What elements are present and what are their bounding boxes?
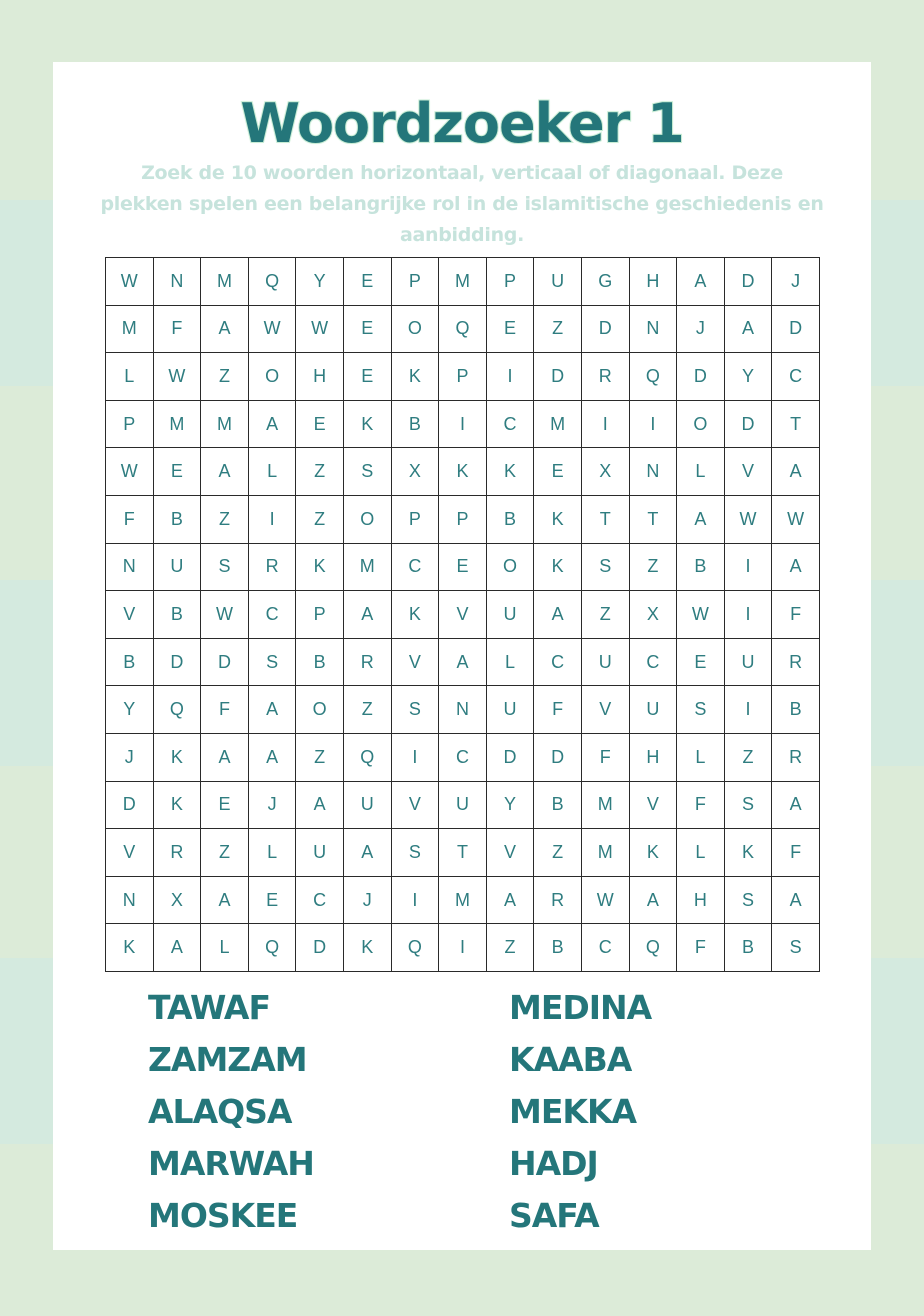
grid-cell[interactable]: O <box>487 544 535 592</box>
grid-cell[interactable]: H <box>630 258 678 306</box>
grid-cell[interactable]: E <box>487 306 535 354</box>
grid-cell[interactable]: A <box>154 924 202 972</box>
grid-cell[interactable]: A <box>201 877 249 925</box>
grid-cell[interactable]: F <box>772 591 820 639</box>
grid-cell[interactable]: A <box>201 448 249 496</box>
grid-cell[interactable]: D <box>106 782 154 830</box>
grid-cell[interactable]: A <box>201 734 249 782</box>
grid-cell[interactable]: B <box>487 496 535 544</box>
grid-cell[interactable]: D <box>582 306 630 354</box>
grid-cell[interactable]: F <box>772 829 820 877</box>
grid-cell[interactable]: L <box>201 924 249 972</box>
grid-cell[interactable]: D <box>296 924 344 972</box>
grid-cell[interactable]: W <box>296 306 344 354</box>
grid-cell[interactable]: K <box>392 591 440 639</box>
grid-cell[interactable]: B <box>677 544 725 592</box>
grid-cell[interactable]: V <box>439 591 487 639</box>
grid-cell[interactable]: B <box>772 686 820 734</box>
grid-cell[interactable]: C <box>439 734 487 782</box>
grid-cell[interactable]: Q <box>392 924 440 972</box>
grid-cell[interactable]: P <box>487 258 535 306</box>
grid-cell[interactable]: G <box>582 258 630 306</box>
grid-cell[interactable]: K <box>487 448 535 496</box>
grid-cell[interactable]: X <box>154 877 202 925</box>
grid-cell[interactable]: F <box>154 306 202 354</box>
grid-cell[interactable]: F <box>201 686 249 734</box>
grid-cell[interactable]: R <box>772 734 820 782</box>
grid-cell[interactable]: D <box>772 306 820 354</box>
grid-cell[interactable]: M <box>201 401 249 449</box>
grid-cell[interactable]: Q <box>249 258 297 306</box>
grid-cell[interactable]: K <box>344 401 392 449</box>
grid-cell[interactable]: Z <box>725 734 773 782</box>
grid-cell[interactable]: T <box>439 829 487 877</box>
grid-cell[interactable]: Z <box>534 306 582 354</box>
grid-cell[interactable]: Z <box>201 353 249 401</box>
grid-cell[interactable]: C <box>296 877 344 925</box>
grid-cell[interactable]: X <box>392 448 440 496</box>
grid-cell[interactable]: Y <box>106 686 154 734</box>
grid-cell[interactable]: B <box>106 639 154 687</box>
grid-cell[interactable]: H <box>677 877 725 925</box>
word-list-item: ALAQSA <box>148 1092 292 1131</box>
grid-cell[interactable]: N <box>106 544 154 592</box>
instructions-text: Zoek de 10 woorden horizontaal, verticaal of diagonaal. Deze plekken spelen een belangrijke rol in de islamitische geschiedenis en aanbidding. <box>100 162 824 246</box>
grid-cell[interactable]: D <box>725 258 773 306</box>
grid-cell[interactable]: L <box>677 829 725 877</box>
grid-cell[interactable]: B <box>392 401 440 449</box>
grid-cell[interactable]: E <box>201 782 249 830</box>
grid-cell[interactable]: U <box>725 639 773 687</box>
grid-cell[interactable]: F <box>677 782 725 830</box>
grid-cell[interactable]: I <box>249 496 297 544</box>
grid-cell[interactable]: S <box>392 686 440 734</box>
word-search-grid <box>105 257 820 972</box>
grid-cell[interactable]: K <box>344 924 392 972</box>
grid-cell[interactable]: C <box>392 544 440 592</box>
grid-cell[interactable]: R <box>534 877 582 925</box>
grid-cell[interactable]: J <box>772 258 820 306</box>
grid-cell[interactable]: Z <box>296 448 344 496</box>
grid-cell[interactable]: M <box>534 401 582 449</box>
grid-cell[interactable]: U <box>630 686 678 734</box>
grid-cell[interactable]: B <box>725 924 773 972</box>
grid-cell[interactable]: B <box>296 639 344 687</box>
grid-cell[interactable]: K <box>296 544 344 592</box>
grid-cell[interactable]: S <box>392 829 440 877</box>
grid-cell[interactable]: J <box>249 782 297 830</box>
grid-cell[interactable]: Y <box>296 258 344 306</box>
grid-cell[interactable]: C <box>487 401 535 449</box>
page-title: Woordzoeker 1 <box>240 92 684 155</box>
grid-cell[interactable]: Z <box>296 734 344 782</box>
grid-cell[interactable]: I <box>725 591 773 639</box>
grid-cell[interactable]: W <box>249 306 297 354</box>
grid-cell[interactable]: Z <box>630 544 678 592</box>
word-list-left <box>148 982 314 1242</box>
grid-cell[interactable]: U <box>487 591 535 639</box>
grid-cell[interactable]: A <box>249 734 297 782</box>
grid-cell[interactable]: O <box>677 401 725 449</box>
grid-cell[interactable]: Q <box>344 734 392 782</box>
grid-cell[interactable]: W <box>154 353 202 401</box>
grid-cell[interactable]: O <box>392 306 440 354</box>
grid-cell[interactable]: A <box>487 877 535 925</box>
grid-cell[interactable]: S <box>344 448 392 496</box>
grid-cell[interactable]: E <box>154 448 202 496</box>
grid-cell[interactable]: K <box>439 448 487 496</box>
grid-cell[interactable]: Y <box>725 353 773 401</box>
grid-cell[interactable]: I <box>630 401 678 449</box>
grid-cell[interactable]: U <box>534 258 582 306</box>
grid-cell[interactable]: V <box>582 686 630 734</box>
grid-cell[interactable]: B <box>534 924 582 972</box>
grid-cell[interactable]: M <box>582 782 630 830</box>
grid-cell[interactable]: K <box>630 829 678 877</box>
grid-cell[interactable]: O <box>344 496 392 544</box>
grid-cell[interactable]: W <box>106 258 154 306</box>
grid-cell[interactable]: A <box>772 448 820 496</box>
grid-cell[interactable]: N <box>106 877 154 925</box>
grid-cell[interactable]: A <box>249 401 297 449</box>
grid-cell[interactable]: M <box>439 877 487 925</box>
word-list-item: MEDINA <box>509 988 652 1027</box>
grid-cell[interactable]: K <box>106 924 154 972</box>
grid-cell[interactable]: J <box>106 734 154 782</box>
grid-cell[interactable]: M <box>582 829 630 877</box>
grid-cell[interactable]: L <box>106 353 154 401</box>
grid-cell[interactable]: J <box>344 877 392 925</box>
grid-cell[interactable]: Q <box>154 686 202 734</box>
grid-cell[interactable]: B <box>534 782 582 830</box>
word-list-item: HADJ <box>509 1144 598 1183</box>
grid-cell[interactable]: S <box>582 544 630 592</box>
grid-cell[interactable]: L <box>249 829 297 877</box>
grid-cell[interactable]: A <box>534 591 582 639</box>
grid-cell[interactable]: D <box>534 353 582 401</box>
grid-cell[interactable]: D <box>154 639 202 687</box>
grid-cell[interactable]: I <box>439 401 487 449</box>
grid-cell[interactable]: D <box>677 353 725 401</box>
word-list-item: MOSKEE <box>148 1196 298 1235</box>
grid-cell[interactable]: K <box>154 782 202 830</box>
grid-cell[interactable]: Q <box>630 353 678 401</box>
grid-cell[interactable]: P <box>439 496 487 544</box>
grid-cell[interactable]: M <box>106 306 154 354</box>
grid-cell[interactable]: R <box>772 639 820 687</box>
grid-cell[interactable]: Z <box>582 591 630 639</box>
grid-cell[interactable]: B <box>154 591 202 639</box>
grid-cell[interactable]: F <box>534 686 582 734</box>
grid-cell[interactable]: A <box>249 686 297 734</box>
grid-cell[interactable]: N <box>630 448 678 496</box>
grid-cell[interactable]: W <box>772 496 820 544</box>
grid-cell[interactable]: A <box>344 829 392 877</box>
grid-cell[interactable]: W <box>582 877 630 925</box>
grid-cell[interactable]: A <box>772 782 820 830</box>
grid-cell[interactable]: Z <box>296 496 344 544</box>
grid-cell[interactable]: V <box>630 782 678 830</box>
grid-cell[interactable]: D <box>534 734 582 782</box>
grid-cell[interactable]: D <box>725 401 773 449</box>
grid-cell[interactable]: K <box>725 829 773 877</box>
grid-cell[interactable]: Q <box>249 924 297 972</box>
grid-cell[interactable]: T <box>772 401 820 449</box>
grid-cell[interactable]: V <box>392 782 440 830</box>
grid-cell[interactable]: A <box>630 877 678 925</box>
grid-cell[interactable]: R <box>582 353 630 401</box>
grid-cell[interactable]: I <box>439 924 487 972</box>
grid-cell[interactable]: S <box>725 782 773 830</box>
grid-cell[interactable]: E <box>534 448 582 496</box>
grid-cell[interactable]: I <box>582 401 630 449</box>
grid-cell[interactable]: M <box>201 258 249 306</box>
word-list-item: MARWAH <box>148 1144 314 1183</box>
grid-cell[interactable]: M <box>439 258 487 306</box>
grid-cell[interactable]: X <box>630 591 678 639</box>
grid-cell[interactable]: F <box>582 734 630 782</box>
grid-cell[interactable]: A <box>725 306 773 354</box>
grid-cell[interactable]: W <box>106 448 154 496</box>
grid-cell[interactable]: P <box>106 401 154 449</box>
grid-cell[interactable]: C <box>582 924 630 972</box>
grid-cell[interactable]: K <box>534 496 582 544</box>
grid-cell[interactable]: R <box>154 829 202 877</box>
grid-cell[interactable]: N <box>439 686 487 734</box>
grid-cell[interactable]: U <box>154 544 202 592</box>
grid-cell[interactable]: O <box>249 353 297 401</box>
grid-cell[interactable]: P <box>439 353 487 401</box>
grid-cell[interactable]: F <box>106 496 154 544</box>
grid-cell[interactable]: Q <box>439 306 487 354</box>
grid-cell[interactable]: E <box>677 639 725 687</box>
grid-cell[interactable]: O <box>296 686 344 734</box>
grid-cell[interactable]: Z <box>534 829 582 877</box>
grid-cell[interactable]: Z <box>487 924 535 972</box>
word-list-item: TAWAF <box>148 988 271 1027</box>
grid-cell[interactable]: C <box>249 591 297 639</box>
grid-cell[interactable]: D <box>201 639 249 687</box>
grid-cell[interactable]: T <box>582 496 630 544</box>
grid-cell[interactable]: F <box>677 924 725 972</box>
grid-cell[interactable]: L <box>677 448 725 496</box>
grid-cell[interactable]: J <box>677 306 725 354</box>
grid-cell[interactable]: W <box>201 591 249 639</box>
grid-cell[interactable]: V <box>392 639 440 687</box>
grid-cell[interactable]: V <box>487 829 535 877</box>
grid-cell[interactable]: T <box>630 496 678 544</box>
grid-cell[interactable]: E <box>344 306 392 354</box>
grid-cell[interactable]: L <box>487 639 535 687</box>
grid-cell[interactable]: S <box>249 639 297 687</box>
grid-cell[interactable]: B <box>154 496 202 544</box>
grid-cell[interactable]: X <box>582 448 630 496</box>
grid-cell[interactable]: M <box>154 401 202 449</box>
grid-cell[interactable]: E <box>344 258 392 306</box>
grid-cell[interactable]: P <box>296 591 344 639</box>
grid-cell[interactable]: S <box>725 877 773 925</box>
grid-cell[interactable]: V <box>106 591 154 639</box>
grid-cell[interactable]: A <box>439 639 487 687</box>
grid-cell[interactable]: E <box>344 353 392 401</box>
grid-cell[interactable]: V <box>106 829 154 877</box>
grid-cell[interactable]: A <box>344 591 392 639</box>
grid-cell[interactable]: L <box>249 448 297 496</box>
grid-cell[interactable]: U <box>582 639 630 687</box>
grid-cell[interactable]: A <box>677 258 725 306</box>
grid-cell[interactable]: E <box>249 877 297 925</box>
grid-cell[interactable]: U <box>344 782 392 830</box>
word-list-item: KAABA <box>509 1040 632 1079</box>
grid-cell[interactable]: V <box>725 448 773 496</box>
grid-cell[interactable]: H <box>296 353 344 401</box>
grid-cell[interactable]: L <box>677 734 725 782</box>
grid-cell[interactable]: R <box>344 639 392 687</box>
grid-cell[interactable]: I <box>392 877 440 925</box>
grid-cell[interactable]: A <box>296 782 344 830</box>
grid-cell[interactable]: I <box>725 686 773 734</box>
grid-cell[interactable]: I <box>725 544 773 592</box>
grid-cell[interactable]: D <box>487 734 535 782</box>
grid-cell[interactable]: Z <box>201 829 249 877</box>
grid-cell[interactable]: E <box>296 401 344 449</box>
grid-cell[interactable]: S <box>201 544 249 592</box>
word-list-item: MEKKA <box>509 1092 637 1131</box>
grid-cell[interactable]: I <box>487 353 535 401</box>
word-list-item: ZAMZAM <box>148 1040 307 1079</box>
grid-cell[interactable]: U <box>487 686 535 734</box>
grid-cell[interactable]: K <box>392 353 440 401</box>
grid-cell[interactable]: Q <box>630 924 678 972</box>
grid-cell[interactable]: N <box>630 306 678 354</box>
word-list-right <box>509 982 651 1242</box>
grid-cell[interactable]: W <box>725 496 773 544</box>
grid-cell[interactable]: C <box>772 353 820 401</box>
grid-cell[interactable]: I <box>392 734 440 782</box>
grid-cell[interactable]: C <box>630 639 678 687</box>
grid-cell[interactable]: U <box>296 829 344 877</box>
grid-cell[interactable]: A <box>772 877 820 925</box>
grid-cell[interactable]: W <box>677 591 725 639</box>
grid-cell[interactable]: A <box>772 544 820 592</box>
grid-cell[interactable]: Y <box>487 782 535 830</box>
grid-cell[interactable]: C <box>534 639 582 687</box>
grid-cell[interactable]: U <box>439 782 487 830</box>
grid-cell[interactable]: Z <box>344 686 392 734</box>
grid-cell[interactable]: A <box>677 496 725 544</box>
grid-cell[interactable]: P <box>392 258 440 306</box>
grid-cell[interactable]: R <box>249 544 297 592</box>
grid-cell[interactable]: K <box>154 734 202 782</box>
grid-cell[interactable]: N <box>154 258 202 306</box>
grid-cell[interactable]: A <box>201 306 249 354</box>
word-list-item: SAFA <box>509 1196 599 1235</box>
grid-cell[interactable]: Z <box>201 496 249 544</box>
grid-cell[interactable]: S <box>772 924 820 972</box>
grid-cell[interactable]: S <box>677 686 725 734</box>
grid-cell[interactable]: M <box>344 544 392 592</box>
grid-cell[interactable]: P <box>392 496 440 544</box>
grid-cell[interactable]: H <box>630 734 678 782</box>
grid-cell[interactable]: E <box>439 544 487 592</box>
grid-cell[interactable]: K <box>534 544 582 592</box>
